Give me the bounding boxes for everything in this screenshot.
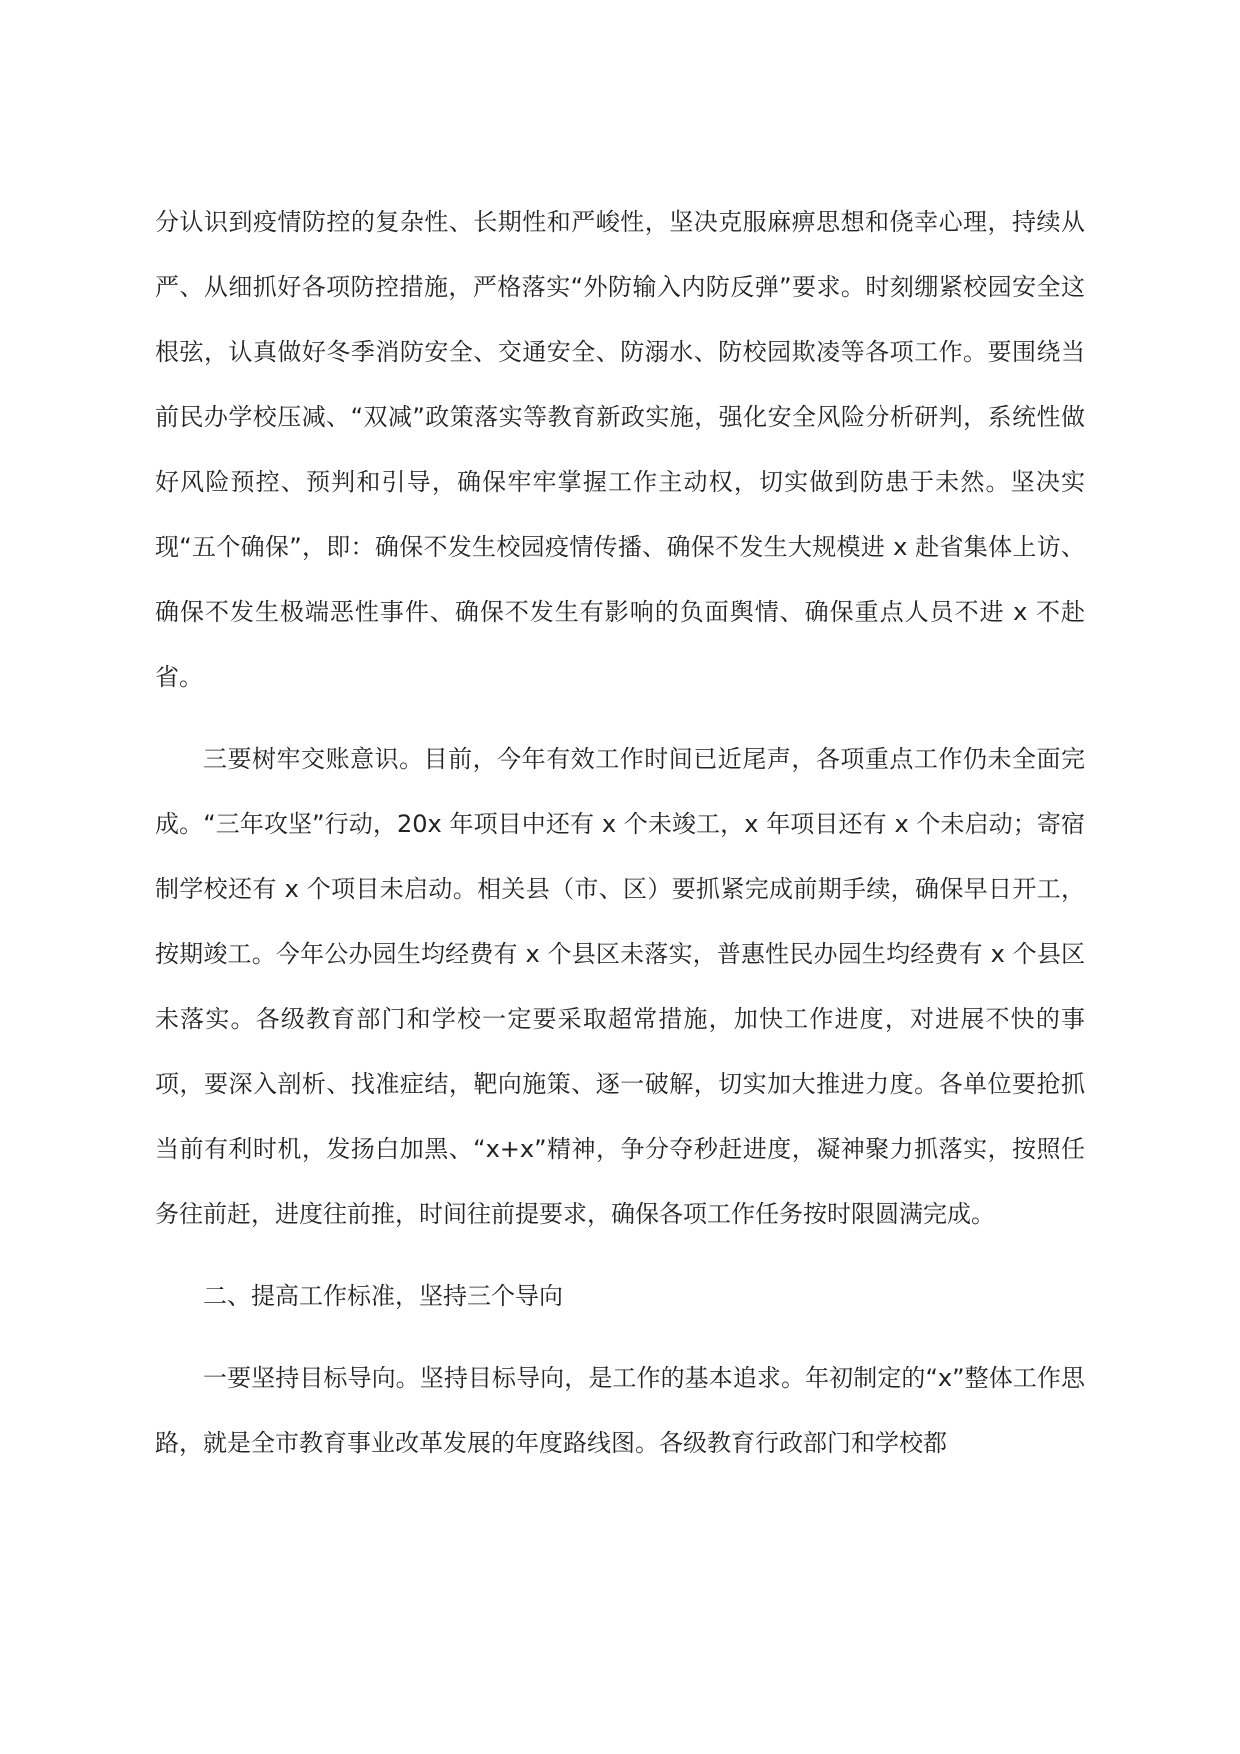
document-body <box>155 190 1085 1476</box>
paragraph-continued: 分认识到疫情防控的复杂性、长期性和严峻性，坚决克服麻痹思想和侥幸心理，持续从严、从细抓好各项防控措施，严格落实“外防输入内防反弹”要求。时刻绷紧校园安全这根弦，认真做好冬季消防安全、交通安全、防溺水、防校园欺凌等各项工作。要围绕当前民办学校压减、“双减”政策落实等教育新政实施，强化安全风险分析研判，系统性做好风险预控、预判和引导，确保牢牢掌握工作主动权，切实做到防患于未然。坚决实现“五个确保”，即：确保不发生校园疫情传播、确保不发生大规模进 x 赴省集体上访、确保不发生极端恶性事件、确保不发生有影响的负面舆情、确保重点人员不进 x 不赴省。 <box>155 208 1085 691</box>
paragraph-accountability: 三要树牢交账意识。目前，今年有效工作时间已近尾声，各项重点工作仍未全面完成。“三年攻坚”行动，20x 年项目中还有 x 个未竣工，x 年项目还有 x 个未启动；寄宿制学校还有 x 个项目未启动。相关县（市、区）要抓紧完成前期手续，确保早日开工，按期竣工。今年公办园生均经费有 x 个县区未落实，普惠性民办园生均经费有 x 个县区未落实。各级教育部门和学校一定要采取超常措施，加快工作进度，对进展不快的事项，要深入剖析、找准症结，靶向施策、逐一破解，切实加大推进力度。各单位要抢抓当前有利时机，发扬白加黑、“x+x”精神，争分夺秒赶进度，凝神聚力抓落实，按照任务往前赶，进度往前推，时间往前提要求，确保各项工作任务按时限圆满完成。 <box>155 745 1085 1228</box>
section-heading: 二、提高工作标准，坚持三个导向 <box>203 1282 563 1310</box>
paragraph-goal-orientation: 一要坚持目标导向。坚持目标导向，是工作的基本追求。年初制定的“x”整体工作思路，就是全市教育事业改革发展的年度路线图。各级教育行政部门和学校都 <box>155 1364 1085 1457</box>
